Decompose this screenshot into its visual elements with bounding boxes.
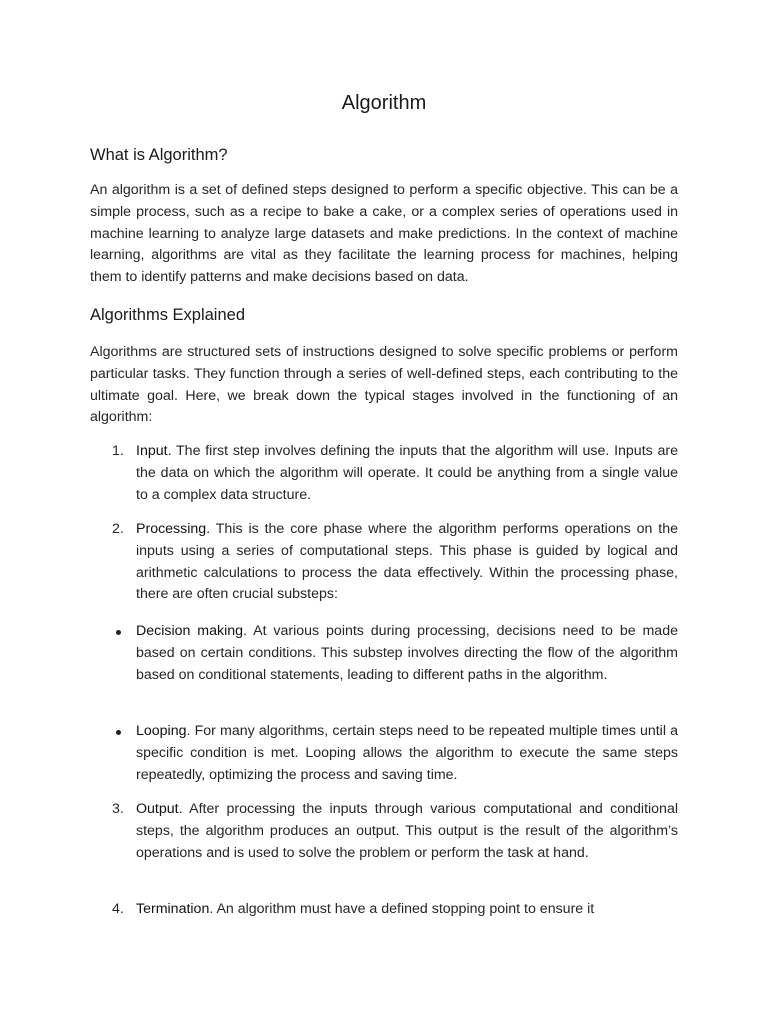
list-number: 1. [112, 443, 124, 459]
section-heading-algorithms-explained: Algorithms Explained [90, 306, 245, 324]
page-title: Algorithm [341, 92, 427, 114]
list-item-term: Processing [136, 521, 207, 537]
list-item-body [136, 799, 678, 864]
list-item-term: Output [136, 801, 179, 817]
list-item-text: . This is the core phase where the algorithm performs operations on the inputs using a series of computational steps. This phase is guided by logical and arithmetic calculations to process the data effectively. Within the processing phase, there are often crucial substeps: [136, 521, 678, 603]
list-item-term: Input [136, 443, 168, 459]
list-item-body [136, 899, 678, 921]
bullet-icon [116, 630, 121, 635]
list-item-text: . After processing the inputs through various computational and conditional steps, the algorithm produces an output. This output is the result of the algorithm’s operations and is used to solve the problem or perform the task at hand. [136, 801, 678, 861]
section-paragraph-algorithms-explained: Algorithms are structured sets of instructions designed to solve specific problems or perform particular tasks. They function through a series of well-defined steps, each contributing to the ultimate goal. Here, we break down the typical stages involved in the functioning of an algorithm: [90, 344, 678, 426]
list-item-body [136, 721, 678, 786]
section-paragraph-what-is-algorithm: An algorithm is a set of defined steps designed to perform a specific objective. This can be a simple process, such as a recipe to bake a cake, or a complex series of operations used in machine learning to analyze large datasets and make predictions. In the context of machine learning, algorithms are vital as they facilitate the learning process for machines, helping them to identify patterns and make decisions based on data. [90, 182, 678, 286]
list-item-text: . An algorithm must have a defined stopping point to ensure it [209, 901, 595, 917]
list-item-term: Termination [136, 901, 210, 917]
list-number: 3. [112, 801, 124, 817]
list-item-body [136, 621, 678, 686]
section-heading-what-is-algorithm: What is Algorithm? [90, 146, 228, 164]
list-item-text: . At various points during processing, decisions need to be made based on certain conditions. This substep involves directing the flow of the algorithm based on conditional statements, leading to different paths in the algorithm. [136, 623, 678, 683]
list-item-text: . For many algorithms, certain steps need to be repeated multiple times until a specific condition is met. Looping allows the algorithm to execute the same steps repeatedly, optimizing the process and saving time. [136, 723, 678, 783]
list-item-term: Decision making [136, 623, 244, 639]
list-number: 4. [112, 901, 124, 917]
list-item-text: . The first step involves defining the inputs that the algorithm will use. Inputs are the data on which the algorithm will operate. It could be anything from a single value to a complex data structure. [136, 443, 678, 503]
list-item-term: Looping [136, 723, 187, 739]
bullet-icon [116, 730, 121, 735]
list-item-body [136, 519, 678, 606]
list-item-body [136, 441, 678, 506]
list-number: 2. [112, 521, 124, 537]
